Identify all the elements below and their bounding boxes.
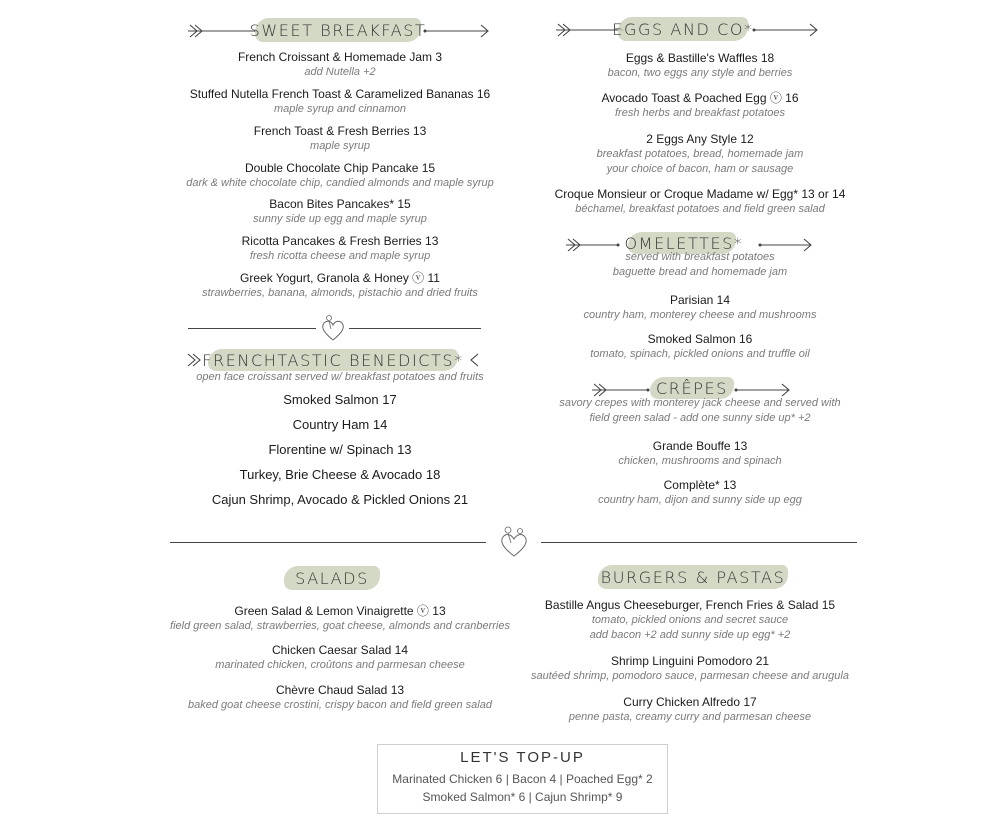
divider	[188, 328, 316, 329]
item-desc: strawberries, banana, almonds, pistachio and dried fruits	[202, 287, 478, 299]
benedicts-arrow-right	[466, 353, 490, 367]
omelettes-title: OMELETTES*	[624, 234, 744, 253]
item-desc: maple syrup and cinnamon	[273, 103, 407, 115]
menu-item	[140, 124, 540, 154]
item-desc: tomato, spinach, pickled onions and truffle oil	[590, 348, 810, 360]
menu-item	[490, 478, 910, 508]
menu-item	[140, 197, 540, 227]
menu-item	[490, 51, 910, 81]
item-name: Avocado Toast & Poached Egg ⓥ 16	[601, 91, 799, 105]
menu-item	[490, 91, 910, 121]
menu-item	[140, 87, 540, 117]
item-desc: add bacon +2 add sunny side up egg* +2	[589, 629, 791, 641]
menu-item: Country Ham 14	[292, 417, 388, 432]
item-desc: penne pasta, creamy curry and parmesan cheese	[568, 711, 812, 723]
item-name: 2 Eggs Any Style 12	[646, 132, 754, 146]
menu-item	[140, 234, 540, 264]
burgers-title: BURGERS & PASTAS	[600, 568, 786, 587]
menu-item	[140, 161, 540, 191]
item-desc: country ham, dijon and sunny side up egg	[598, 494, 802, 506]
crepes-subtitle: savory crepes with monterey jack cheese and served with	[559, 397, 841, 409]
item-name: French Croissant & Homemade Jam 3	[237, 50, 443, 64]
menu-item: Turkey, Brie Cheese & Avocado 18	[239, 467, 441, 482]
eggs-title: EGGS AND CO*	[612, 20, 754, 39]
salads-title: SALADS	[295, 569, 369, 588]
crepes-subtitle: field green salad - add one sunny side up* +2	[589, 412, 811, 424]
item-name: Chèvre Chaud Salad 13	[275, 683, 405, 697]
item-name: Smoked Salmon 16	[647, 332, 753, 346]
item-name: Croque Monsieur or Croque Madame w/ Egg* 13 or 14	[554, 187, 846, 201]
item-desc: chicken, mushrooms and spinach	[618, 455, 782, 467]
item-desc: sunny side up egg and maple syrup	[253, 213, 427, 225]
item-name: Bastille Angus Cheeseburger, French Fries & Salad 15	[544, 598, 836, 612]
item-name: Stuffed Nutella French Toast & Caramelized Bananas 16	[189, 87, 491, 101]
item-name: Green Salad & Lemon Vinaigrette ⓥ 13	[234, 604, 446, 618]
sweet-breakfast-title: SWEET BREAKFAST	[249, 21, 427, 40]
menu-item	[490, 332, 910, 362]
item-desc: maple syrup	[310, 140, 370, 152]
heart-flower-icon	[318, 313, 348, 343]
crepes-title: CRÊPES	[656, 379, 728, 398]
menu-item	[490, 132, 910, 177]
menu-item	[140, 271, 540, 301]
item-desc: field green salad, strawberries, goat cheese, almonds and cranberries	[170, 620, 510, 632]
menu-item	[480, 654, 900, 684]
item-name: Eggs & Bastille's Waffles 18	[625, 51, 775, 65]
benedicts-title: FRENCHTASTIC BENEDICTS*	[202, 351, 464, 370]
item-name: Ricotta Pancakes & Fresh Berries 13	[241, 234, 439, 248]
item-name: Greek Yogurt, Granola & Honey ⓥ 11	[240, 271, 440, 285]
divider	[170, 542, 486, 543]
divider	[349, 328, 481, 329]
menu-item	[490, 293, 910, 323]
item-desc: bacon, two eggs any style and berries	[607, 67, 793, 79]
menu-item	[490, 439, 910, 469]
item-desc: tomato, pickled onions and secret sauce	[591, 614, 789, 626]
menu-item	[490, 187, 910, 217]
item-desc: béchamel, breakfast potatoes and field green salad	[575, 203, 825, 215]
topup-line: Marinated Chicken 6 | Bacon 4 | Poached Egg* 2	[392, 772, 653, 786]
item-desc: dark & white chocolate chip, candied almonds and maple syrup	[186, 177, 494, 189]
item-name: Chicken Caesar Salad 14	[271, 643, 409, 657]
item-name: Double Chocolate Chip Pancake 15	[244, 161, 436, 175]
item-desc: your choice of bacon, ham or sausage	[606, 163, 794, 175]
item-name: French Toast & Fresh Berries 13	[253, 124, 427, 138]
item-desc: breakfast potatoes, bread, homemade jam	[596, 148, 804, 160]
menu-item: Florentine w/ Spinach 13	[268, 442, 412, 457]
item-desc: fresh herbs and breakfast potatoes	[615, 107, 785, 119]
item-desc: marinated chicken, croûtons and parmesan cheese	[215, 659, 465, 671]
topup-line: Smoked Salmon* 6 | Cajun Shrimp* 9	[422, 790, 623, 804]
benedicts-subtitle: open face croissant served w/ breakfast potatoes and fruits	[196, 371, 484, 383]
item-desc: sautéed shrimp, pomodoro sauce, parmesan cheese and arugula	[531, 670, 849, 682]
menu-item	[480, 598, 900, 643]
item-name: Grande Bouffe 13	[652, 439, 748, 453]
item-desc: country ham, monterey cheese and mushrooms	[583, 309, 817, 321]
item-name: Curry Chicken Alfredo 17	[623, 695, 757, 709]
item-desc: fresh ricotta cheese and maple syrup	[249, 250, 431, 262]
item-desc: baked goat cheese crostini, crispy bacon and field green salad	[188, 699, 492, 711]
menu-item: Smoked Salmon 17	[283, 392, 397, 407]
omelettes-subtitle: baguette bread and homemade jam	[612, 266, 788, 278]
item-desc: add Nutella +2	[304, 66, 376, 78]
topup-box	[377, 744, 668, 814]
item-name: Bacon Bites Pancakes* 15	[269, 197, 411, 211]
item-name: Complète* 13	[663, 478, 737, 492]
item-name: Shrimp Linguini Pomodoro 21	[610, 654, 770, 668]
omelettes-subtitle: served with breakfast potatoes	[625, 251, 775, 263]
menu-item	[480, 695, 900, 725]
item-name: Parisian 14	[669, 293, 731, 307]
menu-item	[140, 50, 540, 80]
divider	[541, 542, 857, 543]
menu-item: Cajun Shrimp, Avocado & Pickled Onions 21	[211, 492, 469, 507]
eggs-arrow-right	[754, 23, 824, 37]
topup-title: LET'S TOP-UP	[460, 749, 585, 766]
crepes-arrow-right	[736, 383, 796, 397]
heart-flower-icon	[496, 525, 532, 559]
